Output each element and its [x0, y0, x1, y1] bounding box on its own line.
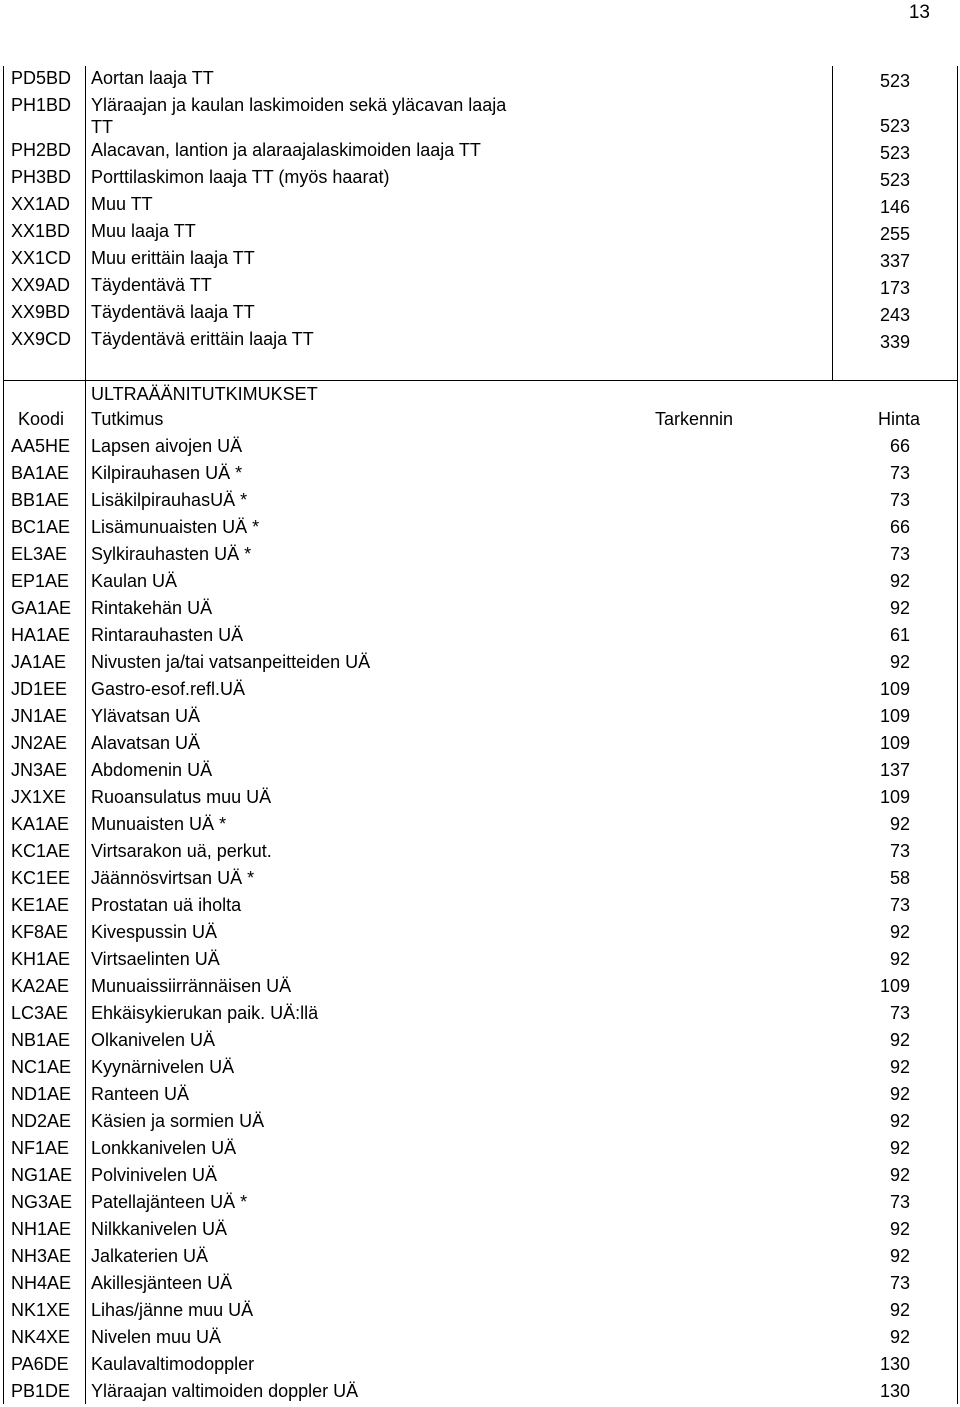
row-code: XX1BD — [11, 221, 71, 241]
row-price: 73 — [889, 841, 910, 861]
row-code: PA6DE — [11, 1354, 69, 1374]
row-code: NH3AE — [11, 1246, 72, 1266]
row-price: 523 — [879, 116, 910, 136]
row-price: 255 — [879, 224, 910, 244]
row-code: NG1AE — [11, 1165, 73, 1185]
row-description: Sylkirauhasten UÄ * — [91, 544, 252, 564]
row-description: Patellajänteen UÄ * — [91, 1192, 248, 1212]
row-price: 58 — [889, 868, 910, 888]
row-description: Prostatan uä iholta — [91, 895, 242, 915]
row-description: Täydentävä TT — [91, 275, 212, 295]
row-description: Muu TT — [91, 194, 153, 214]
row-description: Virtsarakon uä, perkut. — [91, 841, 272, 861]
row-code: KC1AE — [11, 841, 71, 861]
row-price: 92 — [889, 1084, 910, 1104]
header-price: Hinta — [877, 409, 920, 429]
row-description: Aortan laaja TT — [91, 68, 214, 88]
row-price: 92 — [889, 1111, 910, 1131]
row-price: 523 — [879, 143, 910, 163]
row-code: NF1AE — [11, 1138, 70, 1158]
row-code: ND1AE — [11, 1084, 72, 1104]
row-code: LC3AE — [11, 1003, 69, 1023]
row-code: AA5HE — [11, 436, 71, 456]
row-description: Abdomenin UÄ — [91, 760, 213, 780]
row-code: XX1CD — [11, 248, 72, 268]
row-description: Kaulan UÄ — [91, 571, 178, 591]
row-price: 137 — [879, 760, 910, 780]
row-description: Täydentävä erittäin laaja TT — [91, 329, 314, 349]
row-price: 92 — [889, 1138, 910, 1158]
page-number: 13 — [908, 2, 930, 23]
row-code: PH2BD — [11, 140, 72, 160]
row-price: 109 — [879, 976, 910, 996]
row-description: Nilkkanivelen UÄ — [91, 1219, 228, 1239]
row-description: Alavatsan UÄ — [91, 733, 201, 753]
row-description: Jäännösvirtsan UÄ * — [91, 868, 255, 888]
row-price: 92 — [889, 652, 910, 672]
row-price: 130 — [879, 1354, 910, 1374]
row-price: 109 — [879, 679, 910, 699]
row-price: 73 — [889, 1273, 910, 1293]
row-code: NG3AE — [11, 1192, 73, 1212]
row-price: 339 — [879, 332, 910, 352]
row-code: PB1DE — [11, 1381, 71, 1401]
header-code: Koodi — [18, 409, 65, 429]
row-code: PD5BD — [11, 68, 72, 88]
row-code: XX9BD — [11, 302, 71, 322]
row-price: 92 — [889, 922, 910, 942]
row-code: JD1EE — [11, 679, 68, 699]
row-code: JN3AE — [11, 760, 68, 780]
row-description: Munuaissiirrännäisen UÄ — [91, 976, 292, 996]
row-price: 173 — [879, 278, 910, 298]
row-price: 66 — [889, 436, 910, 456]
row-description: Lisämunuaisten UÄ * — [91, 517, 260, 537]
row-description: Muu erittäin laaja TT — [91, 248, 255, 268]
row-code: GA1AE — [11, 598, 72, 618]
row-description: Ruoansulatus muu UÄ — [91, 787, 272, 807]
row-description: Alacavan, lantion ja alaraajalaskimoiden laaja TT — [91, 140, 481, 160]
row-price: 73 — [889, 1192, 910, 1212]
row-description-cont: TT — [91, 117, 113, 137]
row-description: Ehkäisykierukan paik. UÄ:llä — [91, 1003, 319, 1023]
row-code: NK1XE — [11, 1300, 71, 1320]
row-description: Kaulavaltimodoppler — [91, 1354, 255, 1374]
row-price: 243 — [879, 305, 910, 325]
row-price: 337 — [879, 251, 910, 271]
row-price: 92 — [889, 1300, 910, 1320]
row-description: Rintakehän UÄ — [91, 598, 213, 618]
row-price: 109 — [879, 706, 910, 726]
row-code: NC1AE — [11, 1057, 72, 1077]
row-description: Kivespussin UÄ — [91, 922, 218, 942]
section-title: ULTRAÄÄNITUTKIMUKSET — [91, 384, 318, 404]
row-code: NK4XE — [11, 1327, 71, 1347]
row-price: 92 — [889, 1219, 910, 1239]
row-code: NH4AE — [11, 1273, 72, 1293]
row-description: Ylävatsan UÄ — [91, 706, 201, 726]
row-description: Lihas/jänne muu UÄ — [91, 1300, 254, 1320]
row-description: Täydentävä laaja TT — [91, 302, 255, 322]
row-description: Lapsen aivojen UÄ — [91, 436, 243, 456]
row-price: 73 — [889, 463, 910, 483]
row-code: KH1AE — [11, 949, 71, 969]
row-price: 92 — [889, 814, 910, 834]
row-description: Jalkaterien UÄ — [91, 1246, 209, 1266]
row-price: 92 — [889, 1057, 910, 1077]
row-price: 109 — [879, 787, 910, 807]
row-code: EP1AE — [11, 571, 70, 591]
row-code: JA1AE — [11, 652, 67, 672]
row-code: KE1AE — [11, 895, 70, 915]
row-code: NH1AE — [11, 1219, 72, 1239]
row-price: 73 — [889, 544, 910, 564]
row-description: Nivelen muu UÄ — [91, 1327, 222, 1347]
row-code: KF8AE — [11, 922, 69, 942]
row-price: 92 — [889, 598, 910, 618]
row-code: XX1AD — [11, 194, 71, 214]
row-code: PH1BD — [11, 95, 72, 115]
row-price: 92 — [889, 571, 910, 591]
row-description: Polvinivelen UÄ — [91, 1165, 218, 1185]
row-description: Rintarauhasten UÄ — [91, 625, 244, 645]
row-description: Munuaisten UÄ * — [91, 814, 227, 834]
row-description: LisäkilpirauhasUÄ * — [91, 490, 248, 510]
row-code: HA1AE — [11, 625, 71, 645]
row-code: EL3AE — [11, 544, 68, 564]
row-code: JN1AE — [11, 706, 68, 726]
row-description: Porttilaskimon laaja TT (myös haarat) — [91, 167, 390, 187]
row-description: Käsien ja sormien UÄ — [91, 1111, 265, 1131]
row-code: KA1AE — [11, 814, 70, 834]
row-code: JX1XE — [11, 787, 67, 807]
header-tarkennin: Tarkennin — [655, 409, 734, 429]
row-price: 92 — [889, 949, 910, 969]
row-price: 130 — [879, 1381, 910, 1401]
row-code: KC1EE — [11, 868, 71, 888]
row-code: XX9CD — [11, 329, 72, 349]
row-price: 66 — [889, 517, 910, 537]
row-code: BA1AE — [11, 463, 70, 483]
row-price: 61 — [889, 625, 910, 645]
row-price: 92 — [889, 1327, 910, 1347]
row-code: NB1AE — [11, 1030, 71, 1050]
row-description: Muu laaja TT — [91, 221, 196, 241]
row-code: PH3BD — [11, 167, 72, 187]
row-description: Ranteen UÄ — [91, 1084, 190, 1104]
row-price: 109 — [879, 733, 910, 753]
row-price: 523 — [879, 170, 910, 190]
row-description: Kyynärnivelen UÄ — [91, 1057, 235, 1077]
row-price: 92 — [889, 1030, 910, 1050]
row-price: 73 — [889, 895, 910, 915]
row-price: 73 — [889, 490, 910, 510]
row-code: BC1AE — [11, 517, 71, 537]
row-price: 523 — [879, 71, 910, 91]
row-description: Yläraajan valtimoiden doppler UÄ — [91, 1381, 359, 1401]
row-description: Yläraajan ja kaulan laskimoiden sekä yläcavan laaja — [91, 95, 507, 115]
row-code: ND2AE — [11, 1111, 72, 1131]
row-code: XX9AD — [11, 275, 71, 295]
row-description: Nivusten ja/tai vatsanpeitteiden UÄ — [91, 652, 371, 672]
row-price: 92 — [889, 1165, 910, 1185]
row-price: 73 — [889, 1003, 910, 1023]
row-code: JN2AE — [11, 733, 68, 753]
row-description: Lonkkanivelen UÄ — [91, 1138, 237, 1158]
row-code: BB1AE — [11, 490, 70, 510]
row-description: Gastro-esof.refl.UÄ — [91, 679, 246, 699]
row-description: Olkanivelen UÄ — [91, 1030, 216, 1050]
row-code: KA2AE — [11, 976, 70, 996]
row-price: 146 — [879, 197, 910, 217]
row-description: Virtsaelinten UÄ — [91, 949, 220, 969]
row-description: Kilpirauhasen UÄ * — [91, 463, 243, 483]
row-description: Akillesjänteen UÄ — [91, 1273, 233, 1293]
row-price: 92 — [889, 1246, 910, 1266]
header-description: Tutkimus — [91, 409, 164, 429]
